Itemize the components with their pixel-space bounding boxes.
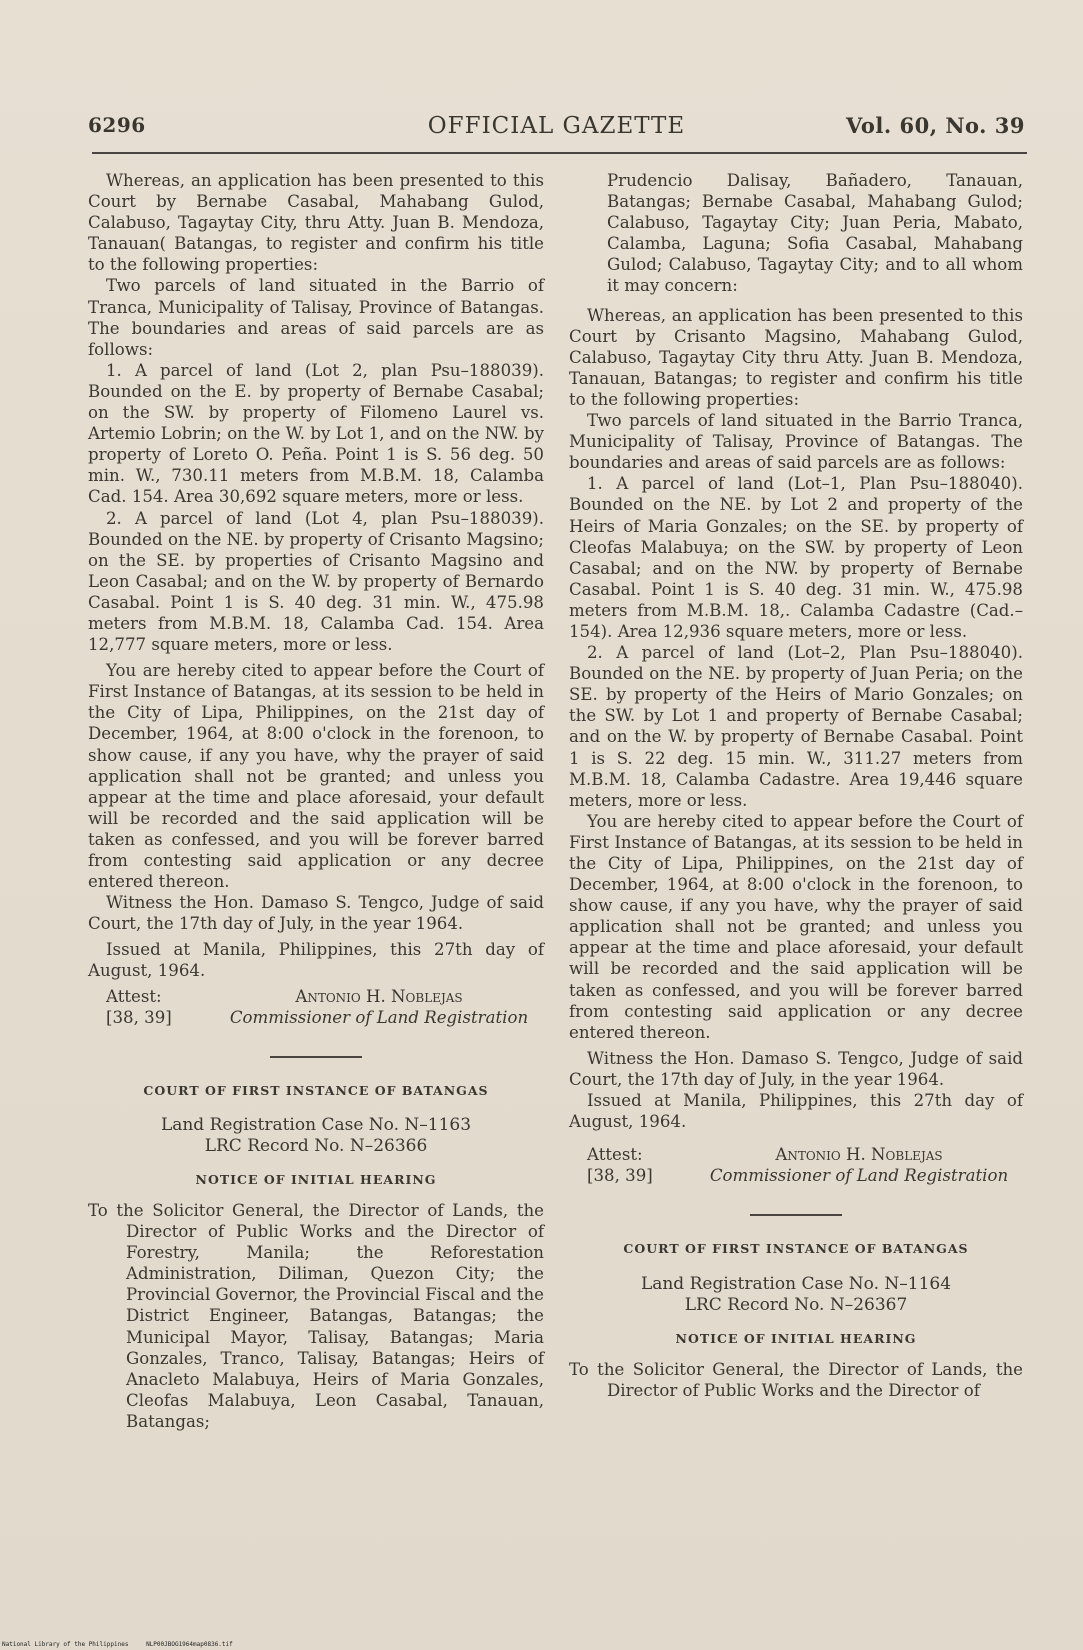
page-number: 6296 [88, 113, 146, 137]
notice-heading: NOTICE OF INITIAL HEARING [675, 1330, 917, 1346]
attest-title: Commissioner of Land Registration [229, 1007, 529, 1027]
footer-source: National Library of the Philippines [2, 1641, 129, 1648]
court-heading: COURT OF FIRST INSTANCE OF BATANGAS [143, 1082, 489, 1098]
lrc-record-number: LRC Record No. N–26367 [684, 1294, 908, 1315]
case-number: Land Registration Case No. N–1164 [640, 1273, 952, 1294]
right-paragraph-6: Witness the Hon. Damaso S. Tengco, Judge of said Court, the 17th day of July, in the year 1964. [569, 1048, 1023, 1089]
lrc-record-number: LRC Record No. N–26366 [204, 1135, 428, 1156]
section-divider [750, 1214, 842, 1216]
scan-footer [2, 1641, 247, 1648]
left-paragraph-5: You are hereby cited to appear before the Court of First Instance of Batangas, at its session to be held in the City of Lipa, Philippines, on the 21st day of December, 1964, at 8:00 o'clock in the forenoon, to show cause, if any you have, why the prayer of said application shall not be granted; and unless you appear at the time and place aforesaid, your default will be recorded and the said application will be taken as confessed, and you will be forever barred from contesting said application or any decree entered thereon. [88, 661, 544, 892]
right-paragraph-1: Whereas, an application has been presented to this Court by Crisanto Magsino, Mahabang Gulod, Calabuso, Tagaytay City thru Atty. Juan B. Mendoza, Tanauan, Batangas; to register and confirm his title to the following properties: [569, 305, 1023, 409]
left-paragraph-4: 2. A parcel of land (Lot 4, plan Psu–188039). Bounded on the NE. by property of Crisanto Magsino; on the SE. by properties of Crisanto Magsino and Leon Casabal; and on the W. by property of Bernardo Casabal. Point 1 is S. 40 deg. 31 min. W., 475.98 meters from M.B.M. 18, Calamba Cad. 154. Area 12,777 square meters, more or less. [88, 508, 544, 655]
header-rule [92, 152, 1027, 154]
reference-number: [38, 39] [587, 1166, 653, 1186]
case-number: Land Registration Case No. N–1163 [160, 1114, 472, 1135]
court-heading: COURT OF FIRST INSTANCE OF BATANGAS [623, 1241, 969, 1257]
attest-name: Antonio H. Noblejas [775, 1145, 943, 1165]
page-header [88, 113, 1025, 147]
attest-label: Attest: [106, 986, 162, 1006]
addressees-continued: Prudencio Dalisay, Bañadero, Tanauan, Batangas; Bernabe Casabal, Mahabang Gulod; Calabuso, Tagaytay City; Juan Peria, Mabato, Calamba, Laguna; Sofia Casabal, Mahabang Gulod; Calabuso, Tagaytay City; and to all whom it may concern: [607, 171, 1023, 296]
addressees: To the Solicitor General, the Director of Lands, the Director of Public Works and the Director of Forestry, Manila; the Reforestation Administration, Diliman, Quezon City; the Provincial Governor, the Provincial Fiscal and the District Engineer, Batangas, Batangas; the Municipal Mayor, Talisay, Batangas; Maria Gonzales, Tranco, Talisay, Batangas; Heirs of Anacleto Malabuya, Heirs of Maria Gonzales, Cleofas Malabuya, Leon Casabal, Tanauan, Batangas; [88, 1200, 544, 1431]
footer-file: NLP00JBOG1964map0836.tif [146, 1641, 233, 1648]
right-paragraph-7: Issued at Manila, Philippines, this 27th day of August, 1964. [569, 1091, 1023, 1132]
addressees: To the Solicitor General, the Director of Lands, the Director of Public Works and the Director of [569, 1359, 1023, 1400]
notice-heading: NOTICE OF INITIAL HEARING [195, 1171, 437, 1187]
volume-number: Vol. 60, No. 39 [846, 113, 1025, 138]
left-paragraph-7: Issued at Manila, Philippines, this 27th day of August, 1964. [88, 940, 544, 981]
right-paragraph-2: Two parcels of land situated in the Barrio Tranca, Municipality of Talisay, Province of Batangas. The boundaries and areas of said parcels are as follows: [569, 411, 1023, 473]
reference-number: [38, 39] [106, 1007, 172, 1027]
attest-name: Antonio H. Noblejas [295, 986, 463, 1006]
attest-title: Commissioner of Land Registration [709, 1166, 1009, 1186]
left-paragraph-3: 1. A parcel of land (Lot 2, plan Psu–188039). Bounded on the E. by property of Bernabe Casabal; on the SW. by property of Filomeno Laurel vs. Artemio Lobrin; on the W. by Lot 1, and on the NW. by property of Loreto O. Peña. Point 1 is S. 56 deg. 50 min. W., 730.11 meters from M.B.M. 18, Calamba Cad. 154. Area 30,692 square meters, more or less. [88, 360, 544, 507]
section-divider [270, 1056, 362, 1058]
left-attest-title-line [88, 1007, 544, 1028]
case-heading [569, 1274, 1023, 1316]
right-column [569, 170, 1023, 1401]
right-attest-line [569, 1144, 1023, 1165]
left-paragraph-1: Whereas, an application has been presented to this Court by Bernabe Casabal, Mahabang Gulod, Calabuso, Tagaytay City, thru Atty. Juan B. Mendoza, Tanauan( Batangas, to register and confirm his title to the following properties: [88, 171, 544, 275]
left-paragraph-2: Two parcels of land situated in the Barrio of Tranca, Municipality of Talisay, Province of Batangas. The boundaries and areas of said parcels are as follows: [88, 276, 544, 359]
right-paragraph-3: 1. A parcel of land (Lot–1, Plan Psu–188040). Bounded on the NE. by Lot 2 and property of the Heirs of Maria Gonzales; on the SE. by property of Cleofas Malabuya; on the SW. by property of Leon Casabal; and on the NW. by property of Bernabe Casabal. Point 1 is S. 40 deg. 31 min. W., 475.98 meters from M.B.M. 18,. Calamba Cadastre (Cad.–154). Area 12,936 square meters, more or less. [569, 474, 1023, 641]
case-heading [88, 1115, 544, 1157]
left-attest-line [88, 986, 544, 1007]
right-paragraph-5: You are hereby cited to appear before the Court of First Instance of Batangas, at its session to be held in the City of Lipa, Philippines, on the 21st day of December, 1964, at 8:00 o'clock in the forenoon, to show cause, if any you have, why the prayer of said application shall not be granted; and unless you appear at the time and place aforesaid, your default will be recorded and the said application will be taken as confessed, and you will be forever barred from contesting said application or any decree entered thereon. [569, 811, 1023, 1042]
right-paragraph-4: 2. A parcel of land (Lot–2, Plan Psu–188040). Bounded on the NE. by property of Juan Peria; on the SE. by property of the Heirs of Mario Gonzales; on the SW. by Lot 1 and property of Bernabe Casabal; and on the W. by property of Bernabe Casabal. Point 1 is S. 22 deg. 15 min. W., 311.27 meters from M.B.M. 18, Calamba Cadastre. Area 19,446 square meters, more or less. [569, 643, 1023, 810]
attest-label: Attest: [587, 1145, 643, 1165]
left-paragraph-6: Witness the Hon. Damaso S. Tengco, Judge of said Court, the 17th day of July, in the year 1964. [88, 893, 544, 934]
left-column [88, 170, 544, 1432]
publication-title: OFFICIAL GAZETTE [427, 113, 686, 139]
right-attest-title-line [569, 1165, 1023, 1186]
